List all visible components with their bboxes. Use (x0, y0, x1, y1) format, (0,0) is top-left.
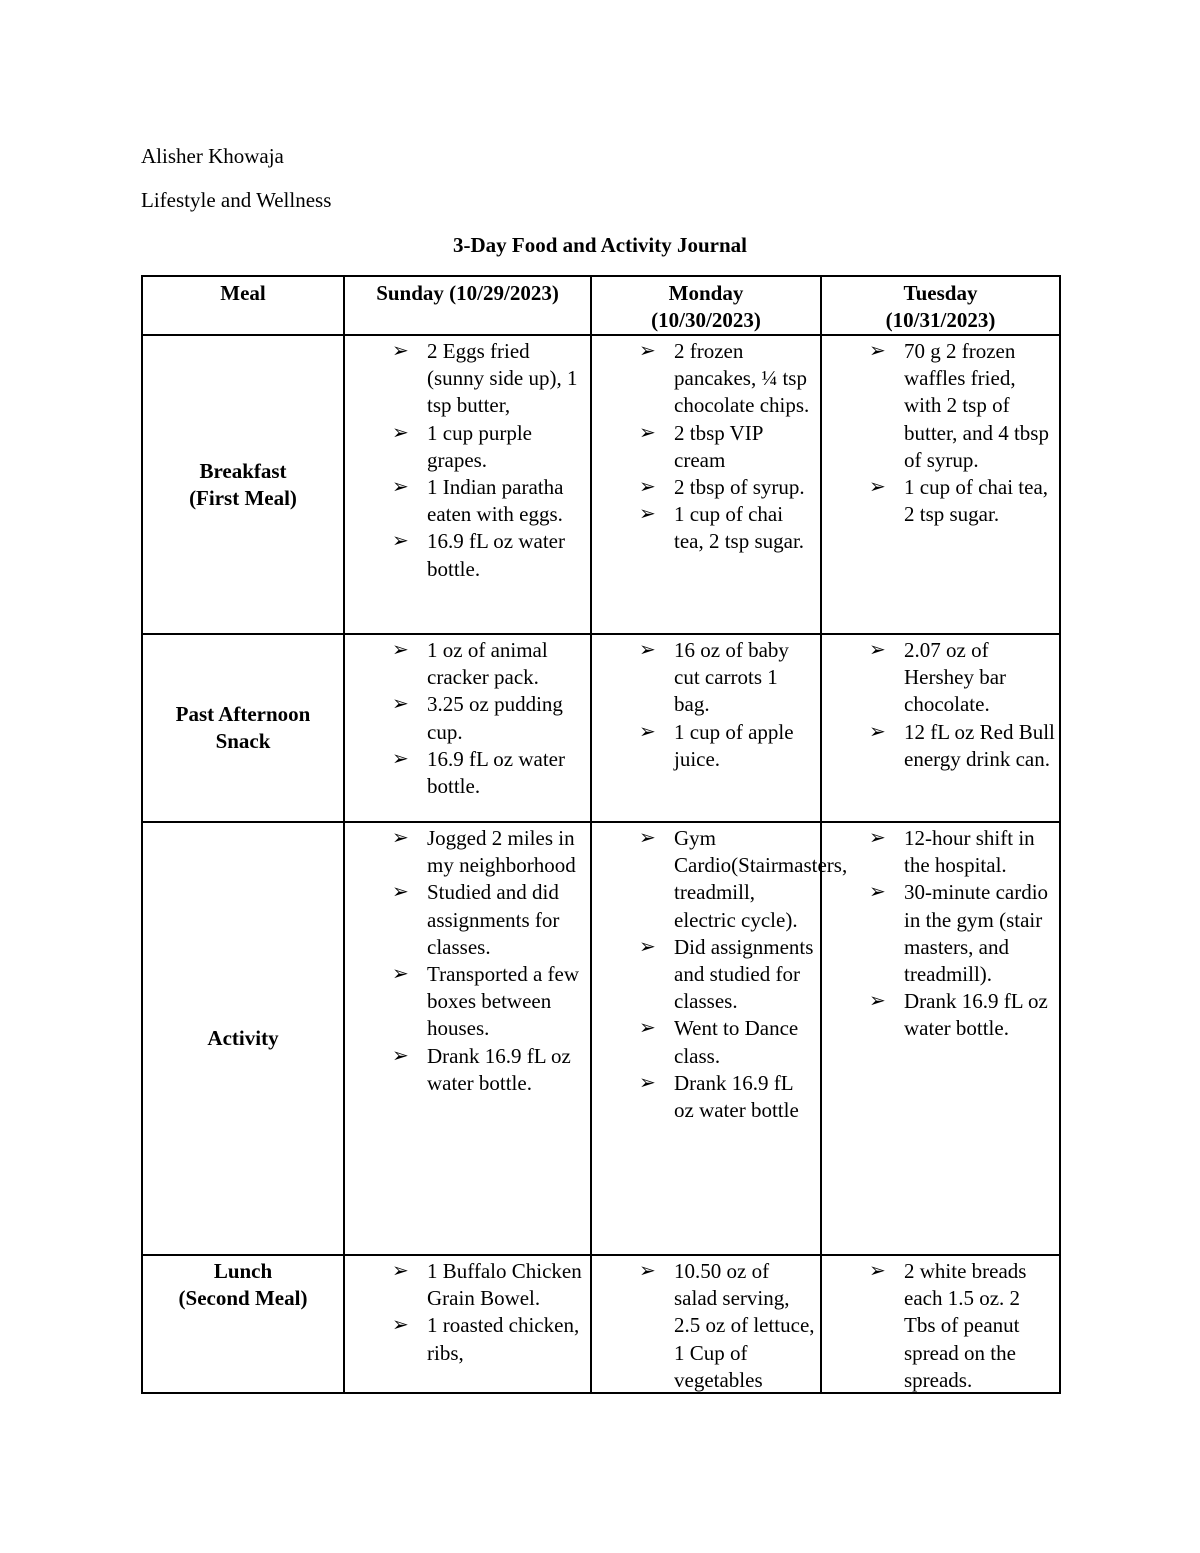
cell-breakfast-monday (591, 335, 821, 634)
list-item-text: 2 frozen pancakes, ¼ tsp chocolate chips. (674, 339, 810, 418)
list-item-text: 12-hour shift in the hospital. (904, 826, 1035, 878)
list-item-text: 2 white breads each 1.5 oz. 2 Tbs of peanut spread on the spreads. (904, 1259, 1027, 1392)
arrowhead-bullet-icon: ➢ (639, 935, 656, 958)
arrowhead-bullet-icon: ➢ (869, 476, 886, 499)
cell-snack-monday (591, 634, 821, 822)
list-item (345, 474, 590, 528)
list-item-text: 2 Eggs fried (sunny side up), 1 tsp butter, (427, 339, 578, 418)
list-item (822, 1258, 1059, 1392)
list-item-text: Transported a few boxes between houses. (427, 962, 580, 1041)
list-item (592, 501, 820, 555)
list-item (345, 1043, 590, 1097)
arrowhead-bullet-icon: ➢ (639, 1071, 656, 1094)
list-item-text: Drank 16.9 fL oz water bottle. (904, 989, 1048, 1041)
list-item (592, 637, 820, 719)
arrowhead-bullet-icon: ➢ (392, 421, 409, 444)
list-item (822, 825, 1059, 879)
arrowhead-bullet-icon: ➢ (869, 881, 886, 904)
arrowhead-bullet-icon: ➢ (869, 1260, 886, 1282)
list-item-text: 16.9 fL oz water bottle. (427, 529, 565, 581)
row-header-activity: Activity (142, 822, 344, 1255)
arrowhead-bullet-icon: ➢ (392, 340, 409, 362)
arrowhead-bullet-icon: ➢ (392, 747, 409, 770)
list-item-text: Did assignments and studied for classes. (674, 934, 814, 1014)
list-item-text: 16.9 fL oz water bottle. (427, 746, 565, 799)
arrowhead-bullet-icon: ➢ (392, 827, 409, 849)
cell-activity-sunday (344, 822, 591, 1255)
arrowhead-bullet-icon: ➢ (639, 639, 656, 661)
list-item (592, 1258, 820, 1392)
arrowhead-bullet-icon: ➢ (869, 990, 886, 1013)
arrowhead-bullet-icon: ➢ (392, 1314, 409, 1337)
list-item-text: 2.07 oz of Hershey bar chocolate. (904, 638, 1007, 717)
list-item-text: 1 Buffalo Chicken Grain Bowel. (427, 1259, 582, 1311)
arrowhead-bullet-icon: ➢ (392, 639, 409, 661)
author-name: Alisher Khowaja (141, 144, 284, 168)
cell-snack-tuesday (821, 634, 1060, 822)
list-item-text: Went to Dance class. (674, 1016, 799, 1068)
arrowhead-bullet-icon: ➢ (639, 503, 656, 526)
list-item-text: 1 cup of chai tea, 2 tsp sugar. (674, 502, 805, 554)
row-header-breakfast: Breakfast (First Meal) (142, 335, 344, 634)
list-item-text: 70 g 2 frozen waffles fried, with 2 tsp of butter, and 4 tbsp of syrup. (904, 339, 1049, 472)
list-item-text: 1 oz of animal cracker pack. (427, 638, 548, 690)
arrowhead-bullet-icon: ➢ (392, 530, 409, 553)
arrowhead-bullet-icon: ➢ (639, 476, 656, 499)
list-item (345, 420, 590, 474)
cell-lunch-tuesday (821, 1255, 1060, 1393)
document-title: 3-Day Food and Activity Journal (452, 233, 748, 257)
list-item-text: Studied and did assignments for classes. (427, 880, 560, 959)
arrowhead-bullet-icon: ➢ (392, 881, 409, 904)
arrowhead-bullet-icon: ➢ (639, 421, 656, 444)
list-item (345, 961, 590, 1043)
list-item (822, 879, 1059, 988)
table-row-snack (142, 634, 1060, 822)
cell-activity-tuesday (821, 822, 1060, 1255)
list-item-text: 10.50 oz of salad serving, 2.5 oz of lettuce, 1 Cup of vegetables (674, 1259, 815, 1392)
list-item-text: 2 tbsp of syrup. (674, 475, 805, 500)
list-item (592, 338, 820, 420)
arrowhead-bullet-icon: ➢ (639, 340, 656, 362)
arrowhead-bullet-icon: ➢ (392, 1044, 409, 1067)
cell-breakfast-sunday (344, 335, 591, 634)
column-header-monday: Monday (10/30/2023) (591, 276, 821, 335)
header-row (142, 276, 1060, 335)
list-item (592, 474, 820, 501)
list-item (345, 1312, 590, 1366)
list-item (592, 719, 820, 773)
list-item (345, 746, 590, 800)
list-item-text: Drank 16.9 fL oz water bottle. (427, 1043, 571, 1095)
arrowhead-bullet-icon: ➢ (639, 1260, 656, 1282)
column-header-tuesday: Tuesday (10/31/2023) (821, 276, 1060, 335)
list-item (345, 338, 590, 420)
course-name: Lifestyle and Wellness (141, 188, 332, 212)
arrowhead-bullet-icon: ➢ (392, 963, 409, 986)
column-header-sunday: Sunday (10/29/2023) (344, 276, 591, 335)
list-item-text: 1 roasted chicken, ribs, (427, 1313, 580, 1365)
list-item-text: 16 oz of baby cut carrots 1 bag. (674, 638, 789, 717)
list-item-text: Drank 16.9 fL oz water bottle (674, 1070, 799, 1123)
list-item (592, 420, 820, 474)
arrowhead-bullet-icon: ➢ (639, 720, 656, 743)
list-item (592, 825, 848, 934)
list-item (822, 338, 1059, 474)
list-item (345, 637, 590, 691)
list-item (822, 637, 1059, 719)
list-item (822, 719, 1059, 773)
cell-activity-monday (591, 822, 848, 1255)
list-item (822, 474, 1059, 528)
list-item (345, 528, 590, 582)
arrowhead-bullet-icon: ➢ (869, 827, 886, 849)
row-header-snack: Past Afternoon Snack (142, 634, 344, 822)
arrowhead-bullet-icon: ➢ (869, 720, 886, 743)
list-item-text: Jogged 2 miles in my neighborhood (427, 826, 576, 878)
arrowhead-bullet-icon: ➢ (869, 639, 886, 661)
list-item (345, 1258, 590, 1312)
list-item (345, 691, 590, 745)
list-item-text: 2 tbsp VIP cream (674, 420, 763, 472)
cell-snack-sunday (344, 634, 591, 822)
cell-breakfast-tuesday (821, 335, 1060, 634)
list-item-text: 1 cup of chai tea, 2 tsp sugar. (904, 475, 1049, 527)
table-row-breakfast (142, 335, 1060, 634)
list-item (592, 934, 820, 1016)
table-row-lunch (142, 1255, 1060, 1393)
arrowhead-bullet-icon: ➢ (392, 476, 409, 499)
list-item (345, 879, 590, 961)
column-header-meal: Meal (142, 276, 344, 335)
arrowhead-bullet-icon: ➢ (392, 693, 409, 716)
arrowhead-bullet-icon: ➢ (639, 1017, 656, 1040)
journal-table (141, 275, 1061, 1394)
table-row-activity (142, 822, 1060, 1255)
cell-lunch-sunday (344, 1255, 591, 1393)
list-item-text: 1 Indian paratha eaten with eggs. (427, 475, 564, 527)
arrowhead-bullet-icon: ➢ (392, 1260, 409, 1282)
arrowhead-bullet-icon: ➢ (639, 827, 656, 849)
list-item-text: 1 cup purple grapes. (427, 420, 532, 472)
list-item-text: 30-minute cardio in the gym (stair masters, and treadmill). (904, 880, 1049, 987)
list-item (592, 1070, 820, 1124)
list-item (822, 988, 1059, 1042)
list-item (592, 1015, 820, 1069)
list-item-text: 1 cup of apple juice. (674, 719, 794, 771)
list-item-text: Gym Cardio(Stairmasters, treadmill, electric cycle). (674, 826, 848, 932)
list-item-text: 3.25 oz pudding cup. (427, 692, 563, 744)
row-header-lunch: Lunch (Second Meal) (142, 1255, 344, 1393)
arrowhead-bullet-icon: ➢ (869, 340, 886, 362)
list-item-text: 12 fL oz Red Bull energy drink can. (904, 719, 1055, 771)
list-item (345, 825, 590, 879)
cell-lunch-monday (591, 1255, 821, 1393)
